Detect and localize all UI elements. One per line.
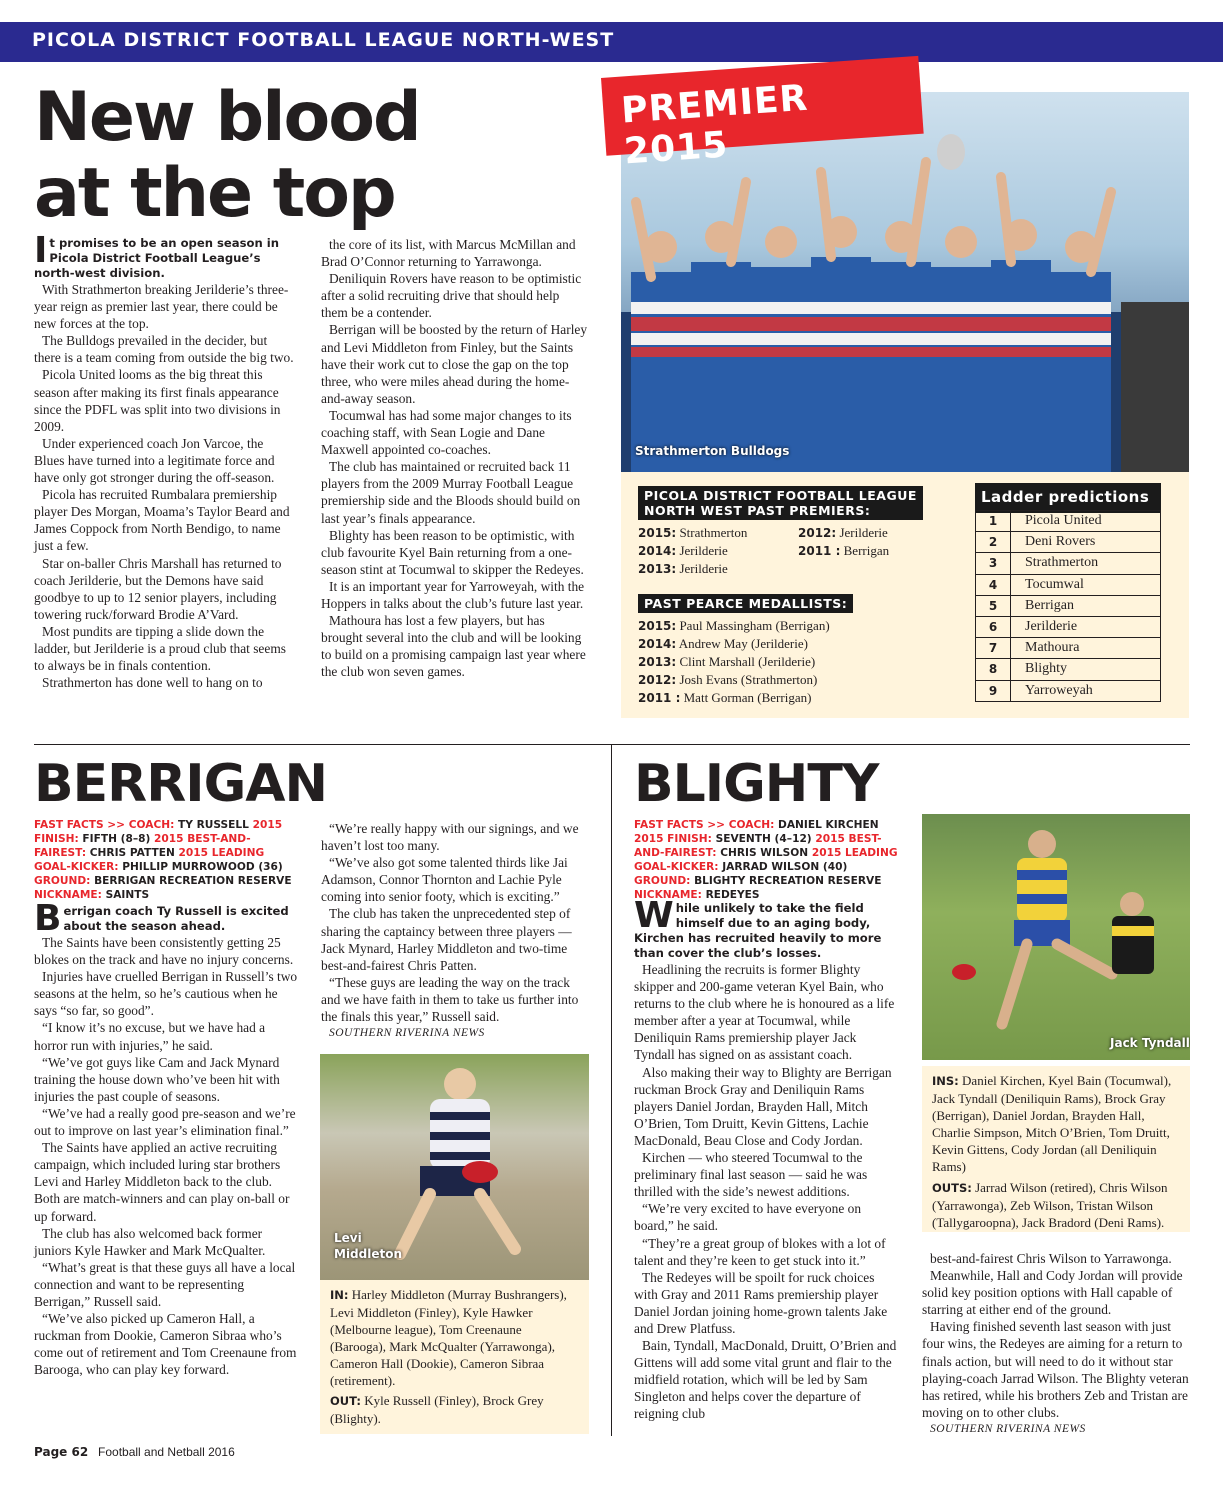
berrigan-col2-paragraph: “We’ve also got some talented thirds like Jai Adamson, Connor Thornton and Lachie Pyle coming into senior footy, which is exciting.”: [321, 855, 568, 905]
premier-item: [638, 524, 798, 542]
premier-value: Berrigan: [843, 543, 890, 558]
lead-col1-paragraph: Picola United looms as the big threat this season after making its first finals appearance since the PDFL was split into two divisions in 2009.: [34, 367, 281, 434]
berrigan-ins-box: [320, 1280, 589, 1434]
blighty-fact-value: DANIEL KIRCHEN: [778, 819, 879, 831]
blighty-col1-paragraph: Headlining the recruits is former Blighty skipper and 200-game veteran Kyel Bain, who returns to the club where he is honoured as a life member after a year at Tocumwal, while Deniliquin Rams premiership player Jack Tyndall has signed on as assistant coach.: [634, 962, 895, 1063]
berrigan-col1-paragraph: “We’ve got guys like Cam and Jack Mynard training the house down who’ve been hit with injuries the past couple of seasons.: [34, 1054, 280, 1104]
ladder-position: 4: [976, 574, 1011, 595]
blighty-outs-label: OUTS:: [932, 1181, 972, 1195]
lead-col1-paragraph: Star on-baller Chris Marshall has returned to coach Jerilderie, but the Demons have said goodbye to up to 12 senior players, including towering ruck/forward Brodie A’Vard.: [34, 555, 282, 622]
blighty-col1-paragraph: Also making their way to Blighty are Berrigan ruckman Brock Gray and Deniliquin Rams players Daniel Jordan, Brayden Hall, Mitch O’Brien, Tom Druitt, Kevin Gittens, Lachie MacDonald, Beau Close and Cody Jordan.: [634, 1064, 892, 1148]
pearce-item: [638, 653, 958, 671]
blighty-fact-value: SEVENTH (4–12): [715, 833, 812, 845]
pearce-item: [638, 671, 958, 689]
berrigan-col1-paragraph: “We’ve had a really good pre-season and we’re out to improve on last year’s elimination final.”: [34, 1105, 296, 1139]
ladder-team: Blighty: [1011, 659, 1161, 680]
page-footer: [34, 1445, 235, 1459]
berrigan-caption-line-1: Levi: [334, 1231, 362, 1245]
blighty-col1-body: [634, 961, 900, 1423]
premier-value: Jerilderie: [839, 525, 888, 540]
blighty-outs-text: Jarrad Wilson (retired), Chris Wilson (Yarrawonga), Zeb Wilson, Tristan Wilson (Tallygaroopna), Jack Bradord (Deni Rams).: [932, 1180, 1168, 1230]
past-premiers-title-line-2: NORTH WEST PAST PREMIERS:: [644, 503, 871, 518]
berrigan-col2-paragraph: “We’re really happy with our signings, and we haven’t lost too many.: [321, 821, 579, 854]
section-divider: [34, 744, 1190, 745]
lead-article-col1: [34, 230, 296, 691]
lead-col2-paragraph: Deniliquin Rovers have reason to be optimistic after a solid recruiting drive that should help them be a contender.: [321, 271, 582, 321]
ladder-team: Berrigan: [1011, 595, 1161, 616]
berrigan-fact-value: TY RUSSELL: [178, 819, 249, 831]
berrigan-lead: errigan coach Ty Russell is excited about the season ahead.: [63, 904, 289, 933]
ladder-title: Ladder predictions: [975, 483, 1161, 513]
berrigan-fact-key: 2015 FINISH:: [34, 819, 283, 845]
blighty-fact-value: REDEYES: [705, 889, 760, 901]
berrigan-photo: [320, 1054, 589, 1280]
blighty-fact-value: JARRAD WILSON (40): [722, 861, 848, 873]
lead-col2-paragraph: the core of its list, with Marcus McMillan and Brad O’Connor returning to Yarrawonga.: [321, 237, 576, 270]
blighty-fact-key: 2015 BEST-AND-FAIREST:: [634, 833, 882, 859]
lead-col1-paragraph: Strathmerton has done well to hang on to: [42, 675, 263, 691]
blighty-fact-key: GROUND:: [634, 875, 691, 887]
pearce-year: 2013:: [638, 655, 677, 669]
premier-item: [638, 560, 798, 578]
blighty-fact-key: 2015 FINISH:: [634, 833, 712, 845]
berrigan-fast-facts: [34, 818, 296, 902]
pearce-year: 2015:: [638, 619, 677, 633]
blighty-photo: [922, 814, 1190, 1060]
premier-value: Strathmerton: [679, 525, 748, 540]
lead-col1-paragraph: With Strathmerton breaking Jerilderie’s three-year reign as premier last year, there could be new forces at the top.: [34, 282, 289, 332]
berrigan-fact-value: SAINTS: [105, 889, 150, 901]
berrigan-fact-key: GROUND:: [34, 875, 91, 887]
ladder-position: 2: [976, 532, 1011, 553]
berrigan-col2-paragraph: “These guys are leading the way on the track and we have faith in them to take us further into the finals this year,” Russell said.: [321, 974, 579, 1025]
ladder-row: [976, 511, 1161, 532]
pearce-box: [638, 594, 958, 707]
ladder-row: [976, 574, 1161, 595]
premier-badge: [601, 56, 924, 173]
lead-col2-paragraph: Berrigan will be boosted by the return of Harley and Levi Middleton from Finley, but the Saints have their work cut to close the gap on the top three, who were miles ahead during the home-and-away season.: [321, 322, 588, 406]
blighty-photo-illustration: [922, 814, 1190, 1060]
ladder-row: [976, 638, 1161, 659]
ladder-position: 3: [976, 553, 1011, 574]
blighty-col2: [922, 1250, 1190, 1438]
berrigan-out-text: Kyle Russell (Finley), Brock Grey (Blighty).: [330, 1393, 544, 1426]
blighty-col2-paragraph: Having finished seventh last season with just four wins, the Redeyes are aiming for a return to finals action, but will need to do it without star playing-coach Jarrad Wilson. The Blighty veteran has retired, while his brothers Zeb and Tristan are moving on to other clubs.: [922, 1319, 1189, 1420]
ladder-position: 6: [976, 616, 1011, 637]
past-premiers-title: [638, 486, 923, 520]
blighty-fact-key: COACH:: [728, 819, 775, 831]
lead-col1-body: [34, 281, 296, 691]
publication-name: Football and Netball 2016: [98, 1445, 235, 1459]
ladder-position: 9: [976, 680, 1011, 701]
berrigan-fact-key: COACH:: [128, 819, 175, 831]
berrigan-photo-caption: [334, 1230, 402, 1262]
blighty-fact-value: BLIGHTY RECREATION RESERVE: [694, 875, 882, 887]
pearce-title: PAST PEARCE MEDALLISTS:: [638, 594, 853, 613]
ladder-team: Picola United: [1011, 511, 1161, 532]
berrigan-col1-paragraph: “I know it’s no excuse, but we have had a horror run with injuries,” he said.: [34, 1020, 266, 1053]
league-banner: [0, 22, 1223, 62]
lead-col2-paragraph: The club has maintained or recruited back 11 players from the 2009 Murray Football League premiership side and the Bloods should build on last year’s finals appearance.: [321, 459, 581, 526]
ladder-team: Strathmerton: [1011, 553, 1161, 574]
berrigan-col1-paragraph: The Saints have been consistently getting 25 blokes on the track and have no injury concerns.: [34, 935, 294, 968]
pearce-value: Paul Massingham (Berrigan): [679, 618, 830, 633]
blighty-title: BLIGHTY: [634, 754, 879, 814]
blighty-col2-paragraph: Meanwhile, Hall and Cody Jordan will provide solid key position options with Hall capable of starring at either end of the ground.: [922, 1268, 1183, 1318]
pearce-value: Andrew May (Jerilderie): [678, 636, 808, 651]
ladder-position: 5: [976, 595, 1011, 616]
berrigan-col1-paragraph: Injuries have cruelled Berrigan in Russell’s two seasons at the helm, so he’s cautious when he says “so far, so good”.: [34, 969, 298, 1019]
berrigan-fact-value: BERRIGAN RECREATION RESERVE: [94, 875, 292, 887]
berrigan-fact-key: 2015 LEADING GOAL-KICKER:: [34, 847, 265, 873]
premier-year: 2012:: [798, 526, 837, 540]
berrigan-fact-value: PHILLIP MURROWOOD (36): [122, 861, 283, 873]
berrigan-fact-key: NICKNAME:: [34, 889, 102, 901]
past-premiers-list: [638, 524, 942, 578]
berrigan-fact-key: 2015 BEST-AND-FAIREST:: [34, 833, 251, 859]
headline-line-2: at the top: [34, 154, 395, 233]
column-divider: [611, 744, 612, 1436]
berrigan-col1: [34, 898, 298, 1378]
ladder-row: [976, 616, 1161, 637]
berrigan-col2-body: [321, 820, 589, 1025]
premier-badge-text: PREMIER 2015: [619, 77, 810, 173]
blighty-fact-key: 2015 LEADING GOAL-KICKER:: [634, 847, 898, 873]
berrigan-col1-body: [34, 934, 298, 1378]
ladder-row: [976, 659, 1161, 680]
blighty-facts-label: FAST FACTS >>: [634, 819, 726, 831]
ladder-position: 1: [976, 511, 1011, 532]
pearce-value: Matt Gorman (Berrigan): [683, 690, 812, 705]
lead-col1-paragraph: The Bulldogs prevailed in the decider, but there is a team coming from outside the big two.: [34, 333, 294, 366]
berrigan-col1-paragraph: The Saints have applied an active recruiting campaign, which included luring star brothers Levi and Harley Middleton back to the club. Both are match-winners and can play on-ball or up forward.: [34, 1140, 290, 1224]
blighty-fast-facts: [634, 818, 900, 902]
premier-item: [798, 542, 942, 560]
blighty-col2-body: [922, 1250, 1190, 1421]
berrigan-facts-label: FAST FACTS >>: [34, 819, 126, 831]
berrigan-in-text: Harley Middleton (Murray Bushrangers), Levi Middleton (Finley), Kyle Hawker (Melbourne league), Tom Creenaune (Barooga), Mark McQualter (Yarrawonga), Cameron Hall (Dookie), Cameron Sibraa (retirement).: [330, 1287, 567, 1388]
ladder-position: 8: [976, 659, 1011, 680]
berrigan-title: BERRIGAN: [34, 754, 328, 814]
berrigan-out: [330, 1392, 579, 1427]
ladder-row: [976, 553, 1161, 574]
blighty-col1-paragraph: “We’re very excited to have everyone on board,” he said.: [634, 1201, 862, 1234]
pearce-item: [638, 635, 958, 653]
blighty-col1-paragraph: The Redeyes will be spoilt for ruck choices with Gray and 2011 Rams premiership player Daniel Jordan joining home-grown talents Jake and Drew Platfuss.: [634, 1269, 888, 1336]
blighty-col1-paragraph: “They’re a great group of blokes with a lot of talent and they’re keen to get stuck into it.”: [634, 1235, 886, 1268]
lead-col2-body: [321, 236, 589, 680]
dropcap: I: [34, 230, 48, 271]
pearce-year: 2014:: [638, 637, 677, 651]
pearce-value: Clint Marshall (Jerilderie): [679, 654, 816, 669]
pearce-item: [638, 617, 958, 635]
berrigan-fact-value: FIFTH (8–8): [82, 833, 151, 845]
ladder-team: Deni Rovers: [1011, 532, 1161, 553]
premier-year: 2015:: [638, 526, 677, 540]
berrigan-col1-paragraph: The club has also welcomed back former juniors Kyle Hawker and Mark McQualter.: [34, 1225, 266, 1258]
past-premiers-right: [798, 524, 942, 578]
premier-photo-caption: Strathmerton Bulldogs: [635, 444, 790, 458]
page-number: Page 62: [34, 1445, 89, 1459]
berrigan-dropcap: B: [34, 898, 62, 939]
lead-col1-paragraph: Picola has recruited Rumbalara premiership player Des Morgan, Moama’s Taylor Beard and James Coppock from North Bendigo, to name just a few.: [34, 487, 290, 554]
ladder-position: 7: [976, 638, 1011, 659]
lead-col2-paragraph: It is an important year for Yarroweyah, with the Hoppers in talks about the club’s future last year.: [321, 578, 585, 611]
blighty-ins-text: Daniel Kirchen, Kyel Bain (Tocumwal), Jack Tyndall (Deniliquin Rams), Brock Gray (Berrigan), Daniel Jordan, Brayden Hall, Charlie Simpson, Mitch O’Brien, Tom Druitt, Kevin Gittens, Cody Jordan (all Deniliquin Rams): [932, 1073, 1172, 1174]
berrigan-col2-paragraph: The club has taken the unprecedented step of sharing the captaincy between three players — Jack Mynard, Harley Middleton and two-time best-and-fairest Chris Patten.: [321, 906, 572, 973]
berrigan-caption-line-2: Middleton: [334, 1247, 403, 1261]
lead-col2-paragraph: Mathoura has lost a few players, but has brought several into the club and will be looking to build on a promising campaign last year where the club won seven games.: [321, 613, 586, 680]
blighty-col2-paragraph: best-and-fairest Chris Wilson to Yarrawonga.: [930, 1251, 1172, 1266]
berrigan-in: [330, 1286, 579, 1389]
ladder-team: Mathoura: [1011, 638, 1161, 659]
ladder-row: [976, 595, 1161, 616]
berrigan-out-label: OUT:: [330, 1394, 361, 1408]
banner-text: PICOLA DISTRICT FOOTBALL LEAGUE NORTH-WEST: [32, 29, 615, 51]
premier-year: 2011 :: [798, 544, 841, 558]
blighty-outs: [932, 1179, 1180, 1231]
pearce-list: [638, 617, 958, 707]
blighty-ins-label: INS:: [932, 1074, 959, 1088]
berrigan-col1-paragraph: “What’s great is that these guys all have a local connection and want to be representing Berrigan,” Russell said.: [34, 1259, 296, 1309]
ladder-team: Yarroweyah: [1011, 680, 1161, 701]
ladder-row: [976, 532, 1161, 553]
past-premiers-box: [638, 486, 942, 578]
blighty-ins-box: [922, 1066, 1190, 1232]
blighty-col1-paragraph: Bain, Tyndall, MacDonald, Druitt, O’Brien and Gittens will add some vital grunt and flair to the midfield rotation, which will be led by Sam Singleton and helps cover the departure of reigning club: [634, 1338, 897, 1422]
blighty-source: SOUTHERN RIVERINA NEWS: [930, 1422, 1086, 1435]
berrigan-source: SOUTHERN RIVERINA NEWS: [329, 1027, 485, 1040]
ladder-table: [975, 510, 1161, 702]
ladder-team: Jerilderie: [1011, 616, 1161, 637]
pearce-year: 2012:: [638, 673, 677, 687]
premier-value: Jerilderie: [679, 543, 728, 558]
berrigan-fact-value: CHRIS PATTEN: [89, 847, 175, 859]
lead-col1-paragraph: Under experienced coach Jon Varcoe, the Blues have turned into a legitimate force and have only got stronger during the off-season.: [34, 435, 275, 486]
premier-year: 2014:: [638, 544, 677, 558]
lead-col2-paragraph: Tocumwal has had some major changes to its coaching staff, with Sean Logie and Dane Maxwell appointed co-coaches.: [321, 407, 572, 458]
blighty-dropcap: W: [634, 895, 674, 936]
ladder-row: [976, 680, 1161, 701]
premier-value: Jerilderie: [679, 561, 728, 576]
pearce-year: 2011 :: [638, 691, 681, 705]
headline-line-1: New blood: [34, 78, 420, 157]
premier-year: 2013:: [638, 562, 677, 576]
premier-item: [638, 542, 798, 560]
lead-col2-paragraph: Blighty has been reason to be optimistic, with club favourite Kyel Bain returning from a one-season stint at Tocumwal to skipper the Redeyes.: [321, 527, 584, 577]
blighty-ins: [932, 1072, 1180, 1175]
pearce-value: Josh Evans (Strathmerton): [679, 672, 818, 687]
lead-article-col2: [321, 236, 589, 680]
berrigan-col1-paragraph: “We’ve also picked up Cameron Hall, a ruckman from Dookie, Cameron Sibraa who’s come out of retirement and Tom Creenaune from Barooga, who can play key forward.: [34, 1311, 297, 1378]
lead-paragraph: t promises to be an open season in Picola District Football League’s north-west division.: [34, 236, 279, 280]
blighty-fact-key: NICKNAME:: [634, 889, 702, 901]
berrigan-col2: [321, 820, 589, 1042]
lead-col1-paragraph: Most pundits are tipping a slide down the ladder, but Jerilderie is a proud club that seems to always be in finals contention.: [34, 623, 286, 674]
premier-item: [798, 524, 942, 542]
blighty-photo-caption: Jack Tyndall: [1110, 1036, 1190, 1050]
blighty-lead: hile unlikely to take the field himself due to an aging body, Kirchen has recruited heavily to more than cover the club’s losses.: [634, 901, 882, 960]
blighty-col1-paragraph: Kirchen — who steered Tocumwal to the preliminary final last season — said he was thrilled with the side’s newest additions.: [634, 1150, 868, 1200]
past-premiers-title-line-1: PICOLA DISTRICT FOOTBALL LEAGUE: [644, 488, 917, 503]
ladder-team: Tocumwal: [1011, 574, 1161, 595]
berrigan-in-label: IN:: [330, 1288, 349, 1302]
past-premiers-left: [638, 524, 798, 578]
blighty-fact-value: CHRIS WILSON: [720, 847, 809, 859]
pearce-item: [638, 689, 958, 707]
headline: [34, 80, 420, 232]
